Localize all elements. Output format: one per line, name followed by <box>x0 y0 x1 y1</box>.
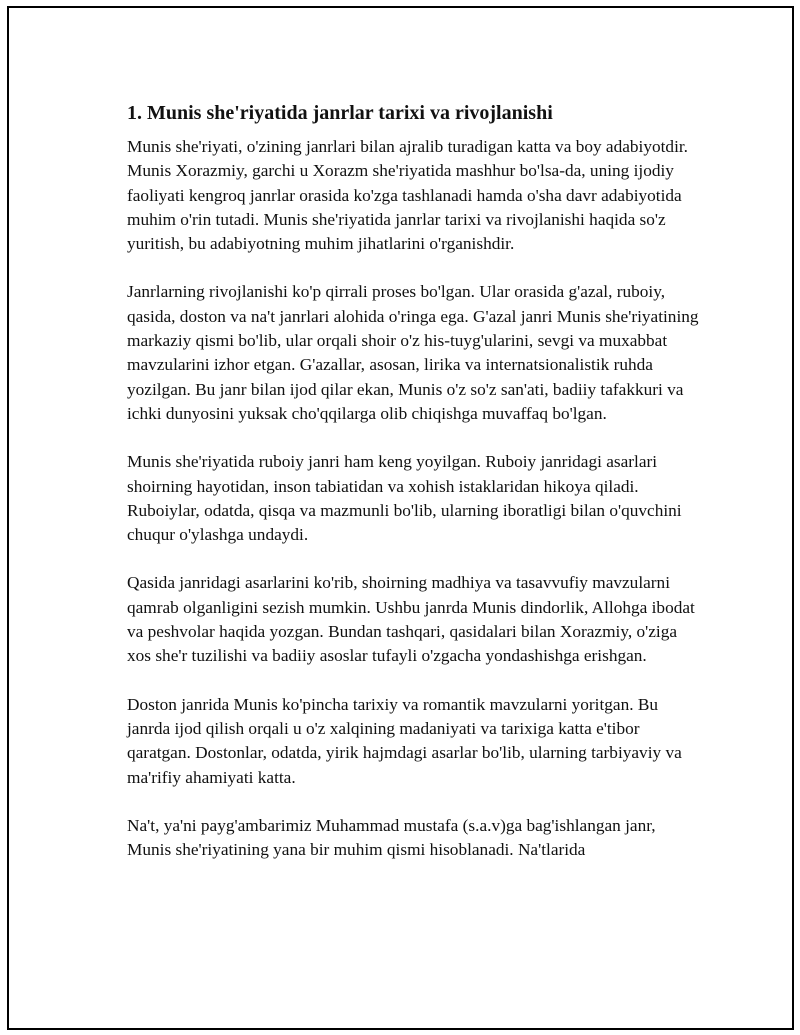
paragraph-4: Qasida janridagi asarlarini ko'rib, shoirning madhiya va tasavvufiy mavzularni qamrab olganligini sezish mumkin. Ushbu janrda Munis dindorlik, Allohga ibodat va peshvolar haqida yozgan. Bundan tashqari, qasidalari bilan Xorazmiy, o'ziga xos she'r tuzilishi va badiiy asoslar tufayli o'zgacha yondashishga erishgan. <box>127 573 695 666</box>
paragraph-3: Munis she'riyatida ruboiy janri ham keng yoyilgan. Ruboiy janridagi asarlari shoirning hayotidan, inson tabiatidan va xohish istaklaridan hikoya qiladi. Ruboiylar, odatda, qisqa va mazmunli bo'lib, ularning iboratligi bilan o'quvchini chuqur o'ylashga undaydi. <box>127 452 682 545</box>
page-frame <box>7 6 794 1030</box>
paragraph-1: Munis she'riyati, o'zining janrlari bilan ajralib turadigan katta va boy adabiyotdir. Munis Xorazmiy, garchi u Xorazm she'riyatida mashhur bo'lsa-da, uning ijodiy faoliyati kengroq janrlar orasida ko'zga tashlanadi hamda o'sha davr adabiyotida muhim o'rin tutadi. Munis she'riyatida janrlar tarixi va rivojlanishi haqida so'z yuritish, bu adabiyotning muhim jihatlarini o'rganishdir. <box>127 137 688 254</box>
paragraph-5: Doston janrida Munis ko'pincha tarixiy va romantik mavzularni yoritgan. Bu janrda ijod qilish orqali u o'z xalqining madaniyati va tarixiga katta e'tibor qaratgan. Dostonlar, odatda, yirik hajmdagi asarlar bo'lib, ularning tarbiyaviy va ma'rifiy ahamiyati katta. <box>127 694 682 787</box>
section-heading: 1. Munis she'riyatida janrlar tarixi va rivojlanishi <box>127 102 553 124</box>
paragraph-2: Janrlarning rivojlanishi ko'p qirrali proses bo'lgan. Ular orasida g'azal, ruboiy, qasida, doston va na't janrlari alohida o'ringa ega. G'azal janri Munis she'riyatining markaziy qismi bo'lib, ular orqali shoir o'z his-tuyg'ularini, sevgi va muxabbat mavzularini izhor etgan. G'azallar, asosan, lirika va internatsionalistik ruhda yozilgan. Bu janr bilan ijod qilar ekan, Munis o'z so'z san'ati, badiiy tafakkuri va ichki dunyosini yuksak cho'qqilarga olib chiqishga muvaffaq bo'lgan. <box>127 282 699 423</box>
paragraph-6: Na't, ya'ni payg'ambarimiz Muhammad mustafa (s.a.v)ga bag'ishlangan janr, Munis she'riyatining yana bir muhim qismi hisoblanadi. Na'tlarida <box>127 815 656 860</box>
document-body <box>127 100 702 886</box>
